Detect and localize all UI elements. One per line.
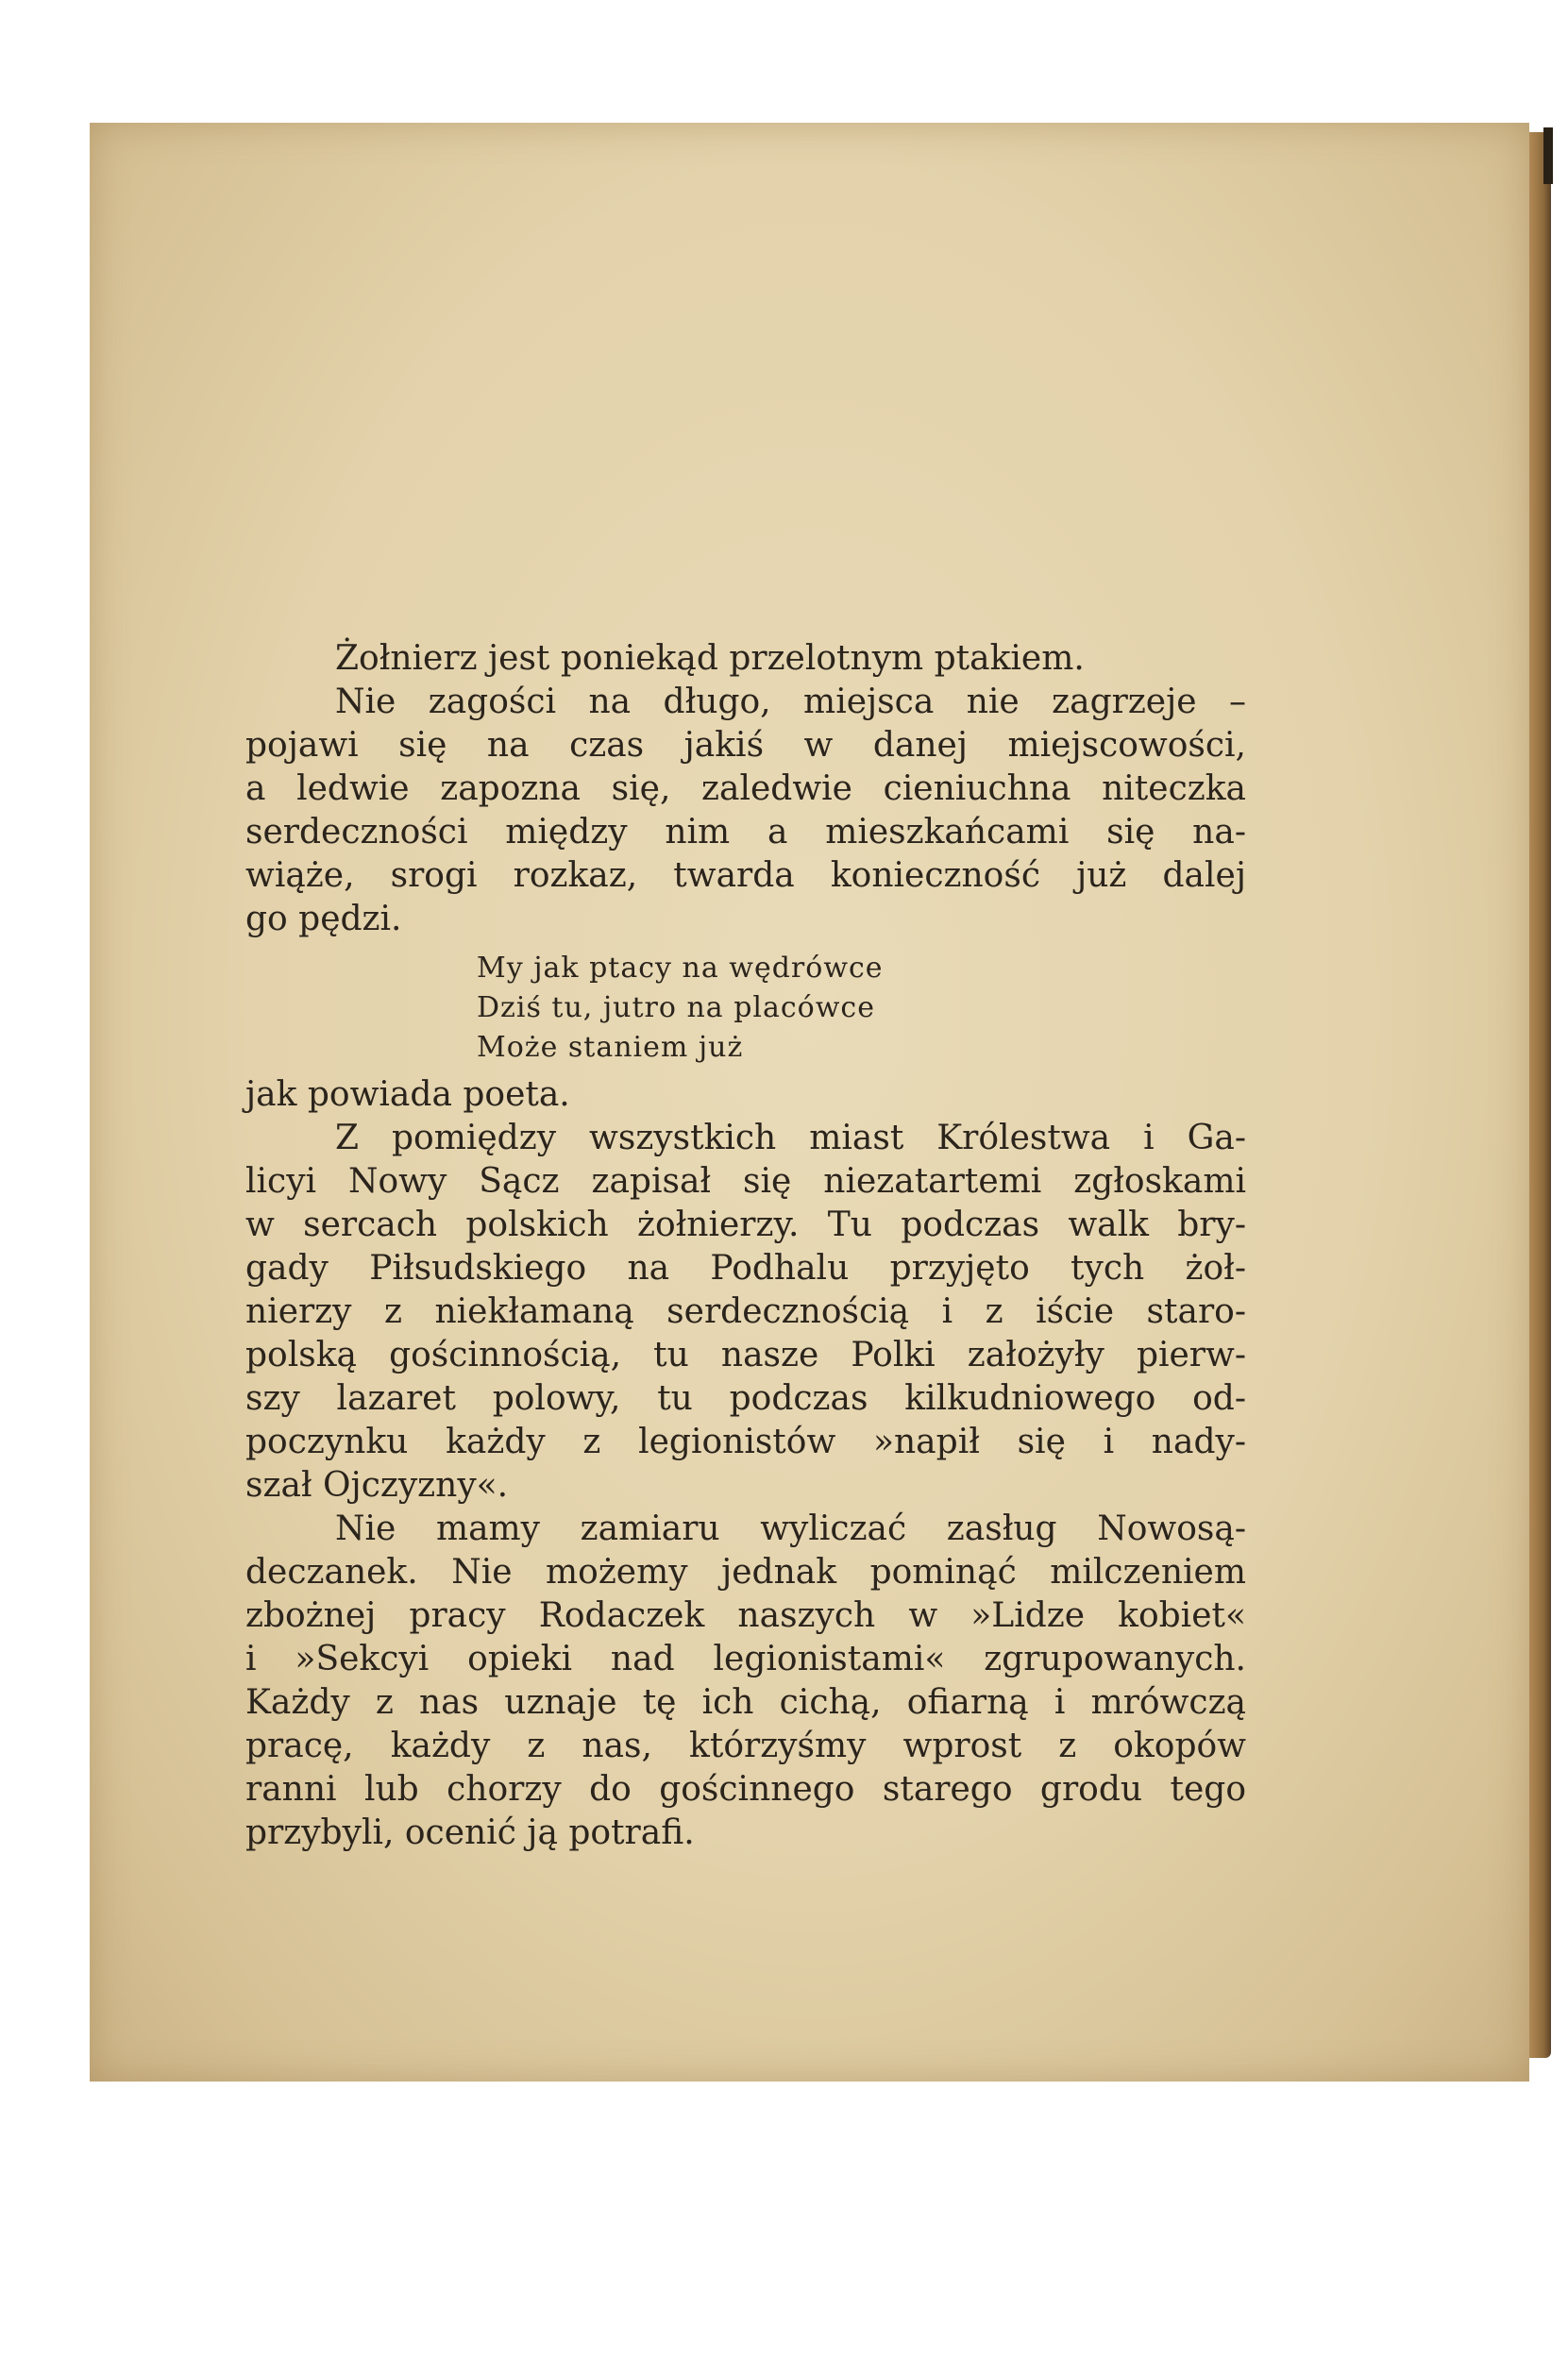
verse-quote [477,949,1246,1068]
paragraph-2 [245,1117,1246,1508]
text-line: poczynku każdy z legionistów »napił się i nady- [245,1423,1246,1461]
text-line: Każdy z nas uznaje tę ich cichą, ofiarną i mrówczą [245,1683,1246,1722]
text-line: szał Ojczyzny«. [245,1466,509,1505]
text-line: Nie mamy zamiaru wyliczać zasług Nowosą- [335,1509,1246,1548]
text-line: w sercach polskich żołnierzy. Tu podczas walk bry- [245,1205,1246,1244]
text-line: i »Sekcyi opieki nad legionistami« zgrupowanych. [245,1640,1246,1678]
verse-line: My jak ptacy na wędrówce [477,952,884,985]
text-line: polską gościnnością, tu nasze Polki założyły pierw- [245,1336,1246,1374]
text-line: Z pomiędzy wszystkich miast Królestwa i Ga- [335,1119,1246,1157]
text-line: serdeczności między nim a mieszkańcami się na- [245,813,1246,851]
text-line: Żołnierz jest poniekąd przelotnym ptakiem. [335,639,1085,678]
text-line: pracę, każdy z nas, którzyśmy wprost z okopów [245,1727,1246,1765]
text-line: jak powiada poeta. [245,1075,570,1114]
paragraph-intro [245,637,1246,941]
page-text [245,637,1246,1855]
text-line: ranni lub chorzy do gościnnego starego grodu tego [245,1770,1246,1809]
after-verse [245,1073,1246,1117]
text-line: szy lazaret polowy, tu podczas kilkudniowego od- [245,1379,1246,1418]
verse-line: Dziś tu, jutro na placówce [477,991,875,1024]
text-line: przybyli, ocenić ją potrafi. [245,1813,695,1852]
book-spine-corner [1543,127,1553,184]
text-line: deczanek. Nie możemy jednak pominąć milczeniem [245,1553,1246,1592]
verse-line: Może staniem już [477,1031,744,1064]
paragraph-3 [245,1508,1246,1855]
book [90,123,1525,2082]
text-line: Nie zagości na długo, miejsca nie zagrzeje – [335,683,1246,721]
text-line: licyi Nowy Sącz zapisał się niezatartemi zgłoskami [245,1162,1246,1201]
text-line: a ledwie zapozna się, zaledwie cieniuchna niteczka [245,769,1246,808]
text-line: nierzy z niekłamaną serdecznością i z iście staro- [245,1292,1246,1331]
text-line: gady Piłsudskiego na Podhalu przyjęto tych żoł- [245,1249,1246,1288]
text-line: go pędzi. [245,900,402,938]
text-line: pojawi się na czas jakiś w danej miejscowości, [245,726,1246,765]
text-line: zbożnej pracy Rodaczek naszych w »Lidze kobiet« [245,1596,1246,1635]
text-line: wiąże, srogi rozkaz, twarda konieczność już dalej [245,856,1246,895]
book-page [90,123,1529,2082]
